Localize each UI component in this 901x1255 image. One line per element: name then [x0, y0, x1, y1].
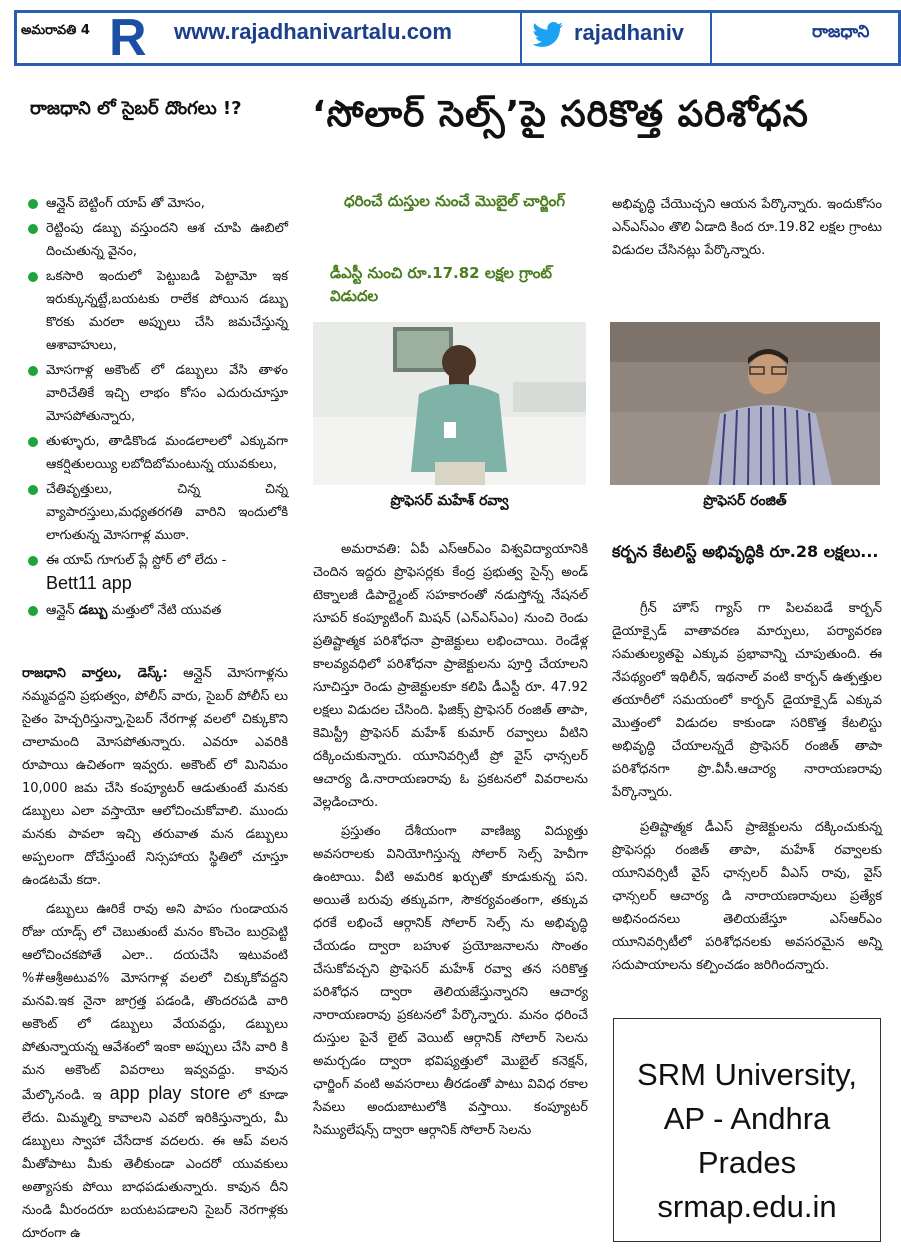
caption-prof-ranjit: ప్రొఫెసర్ రంజిత్ [703, 493, 787, 509]
masthead [14, 10, 901, 66]
srm-university-ad [613, 1018, 881, 1242]
dateline: రాజధాని వార్తలు, డెస్క్: [22, 666, 168, 681]
ad-website[interactable]: srmap.edu.in [657, 1189, 837, 1224]
bullet-bold-word: డబ్బు [78, 603, 108, 618]
subhead-mobile-charging: ధరించే దుస్తుల నుంచే మొబైల్ చార్జింగ్ [344, 192, 565, 210]
body-text: ఆన్లైన్ మోసగాళ్లను నమ్మవద్దని ప్రభుత్వం, పోలీస్ వారు, సైబర్ పోలీస్ లు సైతం హెచ్చరిస్తున్నా,సైబర్ నేరగాళ్ల వలలో చిక్కుకొని చాలామంది మోసపోతున్నారు. ఎవరూ ఎవరికి రూపాయి ఉచితంగా ఇవ్వరు. అకౌంట్ లో మినిమం 10,000 జమ చేసి కంప్యూటర్ ఆడుతుంటే మనకు డబ్బులు ఎలా వస్తాయో ఆలోచించుకోవాలి. ముందు మనకు పావలా ఇచ్చి తరువాత మన డబ్బులు అప్పలంగా దోచేస్తుంటే నిస్సహాయ స్థితిలో చూస్తూ ఉండటమే కదా. [22, 666, 289, 888]
bullet-item: రెట్టింపు డబ్బు వస్తుందని ఆశ చూపి ఊబిలో దించుతున్న వైనం, [22, 217, 288, 263]
left-body-para-1 [22, 662, 288, 892]
left-column [22, 192, 288, 1251]
app-name: Bett11 app [46, 573, 132, 593]
bullet-item-app [22, 549, 288, 597]
mid-para-1: అమరావతి: ఏపీ ఎస్ఆర్ఎం విశ్వవిద్యాయానికి చెందిన ఇద్దరు ప్రొఫెసర్లకు కేంద్ర ప్రభుత్వ సైన్స్ అండ్ టెక్నాలజీ డిపార్ట్మెంట్ సహకారంతో నడుస్తోన్న నేషనల్ సూపర్ కంప్యూటింగ్ మిషన్ (ఎన్ఎస్ఎం) నుంచి రెండు ప్రతిష్టాత్మక పరిశోధనా ప్రాజెక్టులు లభించాయి. రెండేళ్ల కాలవ్యవధిలో పరిశోధనా ప్రాజెక్టులను పూర్తి చేయాలని సూచిస్తూ రెండు ప్రాజెక్టులకూ కలిపి డీఎస్టీ రూ. 47.92 లక్షలు విడుదల చేసింది. ఫిజిక్స్ ప్రొఫెసర్ రంజిత్ తాపా, కెమిస్ట్రీ ప్రొఫెసర్ మహేశ్ కుమార్ రవ్వాలు వీటిని దక్కించుకున్నారు. యూనివర్సిటీ ప్రో వైస్ ఛాన్సలర్ ఆచార్య డి.నారాయణరావు ఓ ప్రకటనలో వివరాలను వెల్లడించారు. [313, 542, 588, 810]
bullet-text: ఆన్లైన్ [46, 603, 79, 618]
right-para-2: ప్రతిష్టాత్మక డీఎస్ ప్రాజెక్టులను దక్కించుకున్న ప్రొఫెసర్లు రంజిత్ తాపా, మహేశ్ రవ్వాలకు యూనివర్సిటీ వైస్ ఛాన్సలర్ వీఎస్ రావు, వైస్ ఛాన్సలర్ ఆచార్య డి నారాయణరావులు ప్రత్యేక అభినందనలు తెలియజేస్తూ ఎస్ఆర్ఎం యూనివర్సిటీలో పరిశోధనలకు అవసరమైన అన్ని సదుపాయాలను కల్పించడం జరిగిందన్నారు. [612, 820, 882, 973]
right-top-text: అభివృద్ధి చేయొచ్చని ఆయన పేర్కొన్నారు. ఇందుకోసం ఎన్ఎస్ఎం తొలి ఏడాది కింద రూ.19.82 లక్షల గ్రాంటు విడుదల చేసినట్లు పేర్కొన్నారు. [612, 197, 882, 258]
app-store-text: app play store [109, 1083, 231, 1103]
left-body-para-2 [22, 898, 288, 1245]
carbon-catalyst-heading: కర్బన కేటలిస్ట్ అభివృద్ధికి రూ.28 లక్షలు... [612, 542, 879, 561]
mid-para-2: ప్రస్తుతం దేశీయంగా వాణిజ్య విద్యుత్తు అవసరాలకు వినియోగిస్తున్న సోలార్ సెల్స్ హెవీగా ఉంటాయి. వీటి అమరిక ఖర్చుతో కూడుకున్న పని. అయితే బరువు తక్కువగా, సౌకర్యవంతంగా, తక్కువ ధరకే లభించే ఆర్గానిక్ సోలార్ సెల్స్ ను అభివృద్ధి చేయడం ద్వారా బహుళ ప్రయోజనాలను సొంతం చేసుకోవచ్చని ప్రొఫెసర్ మహేశ్ రవ్వా తన సరికొత్త పరిశోధన ద్వారా తెలియజేస్తున్నారని ఆచార్య నారాయణరావు ప్రకటనలో పేర్కొన్నారు. మనం ధరించే దుస్తుల పైనే లైట్ వెయిట్ ఆర్గానిక్ సోలార్ సెలను అమర్చడం ద్వారా భవిష్యత్తులో మొబైల్ కనెక్షన్, ఛార్జింగ్ వంటి అవసరాలు తీరడంతో పాటు వివిధ రకాల సేవలు అందుబాటులోకి వస్తాయి. కంప్యూటర్ సిమ్యులేషన్స్ ద్వారా ఆర్గానిక్ సోలార్ సెలను [313, 824, 588, 1138]
bullet-item: తుళ్ళూరు, తాడికొండ మండలాలలో ఎక్కువగా ఆకర్షితులయ్యి లబోదిబోమంటున్న యువకులు, [22, 430, 288, 476]
caption-prof-mahesh: ప్రొఫెసర్ మహేశ్ రవ్వా [390, 493, 509, 509]
middle-column [313, 538, 588, 1148]
twitter-bird-icon [532, 21, 564, 53]
bullet-item: మోసగాళ్ల అకౌంట్ లో డబ్బులు వేసి తాళం వారిచేతికే ఇచ్చి లాభం కోసం ఎదురుచూస్తూ మోసపోతున్నారు, [22, 359, 288, 428]
ad-line-2: AP - Andhra [663, 1101, 831, 1136]
bullet-text: ఈ యాప్ గూగుల్ ప్లే స్టోర్ లో లేదు - [46, 553, 227, 568]
right-para-1: గ్రీన్ హౌస్ గ్యాస్ గా పిలవబడే కార్బన్ డైయాక్సైడ్ వాతావరణ మార్పులు, పర్యావరణ సమతుల్యతపై ఎక్కువ ప్రభావాన్ని చూపుతుంది. ఈ నేపథ్యంలో ఇథిలీన్, ఇథనాల్ వంటి కార్బన్ ఉత్పత్తుల తయారీలో సమయంలో కార్బన్ డైయాక్సైడ్ ఎక్కువ మొత్తంలో విడుదల కాకుండా సరికొత్త కేటలిస్టు అభివృద్ధి చేయాలన్నదే ప్రొఫెసర్ రంజిత్ తాపా పరిశోధనగా ప్రొ.వీసీ.ఆచార్య నారాయణరావు పేర్కొన్నారు. [612, 601, 882, 800]
bullet-item: ఆన్లైన్ బెట్టింగ్ యాప్ తో మోసం, [22, 192, 288, 215]
cyber-bullets [22, 192, 288, 622]
body-text: లో కూడా లేదు. మిమ్మల్ని కావాలని ఎవరో ఇరికిస్తున్నారు, మీ డబ్బులు స్వాహా చేసేదాక వదలరు. ఈ ఆప్ వలన మీతోపాటు మీకు తెలీకుండా ఎందరో యువకులు అత్యాసకు పోయి బాధపడుతున్నారు. కావున దీని నుండి మీరందరూ బయటపడాలని సైబర్ నెరగాళ్లకు దూరంగా ఉ [22, 1088, 289, 1241]
photo-prof-mahesh [313, 322, 586, 485]
body-text: డబ్బులు ఊరికే రావు అని పాపం గుండాయన రోజు యాడ్స్ లో చెబుతుంటే మనం కొంచెం బుర్రపెట్టి ఆలోచించకపోతే ఎలా.. దయచేసి ఇటువంటి %#ఆశ్రీఅటువ% మోసగాళ్ల వలలో చిక్కుకోవద్దని మనవి.ఇక నైనా జాగ్రత్త పడండి, తొందరపడి వారి అకౌంట్ లో డబ్బులు వేయవద్దు, డబ్బులు పోతున్నాయన్న ఆవేశంలో ఇంకా అప్పులు చేసి వారి కి మన అకౌంట్ వివరాలు ఇవ్వవద్దు. కావున మేల్కొనండి. ఇ [22, 902, 288, 1103]
bullet-item: చేతివృత్తులు, చిన్న చిన్న వ్యాపారస్తులు,మధ్యతరగతి వారిని ఇందులోకి లాగుతున్న మోసగాళ్ల ముఠా. [22, 478, 288, 547]
paper-logo: R [109, 9, 147, 67]
paper-name: రాజధాని [812, 22, 870, 42]
solar-cells-headline: ‘సోలార్ సెల్స్’పై సరికొత్త పరిశోధన [312, 94, 809, 135]
ad-line-3: Prades [697, 1145, 797, 1180]
twitter-handle: rajadhaniv [574, 20, 685, 45]
twitter-handle-box[interactable] [522, 13, 712, 63]
photo-prof-ranjit [610, 322, 880, 485]
website-url[interactable]: www.rajadhanivartalu.com [172, 13, 522, 63]
bullet-text: మత్తులో నేటి యువత [107, 603, 222, 618]
ad-line-1: SRM University, [637, 1057, 857, 1092]
page-label: అమరావతి 4 [21, 23, 90, 38]
bullet-item: ఒకసారి ఇందులో పెట్టుబడి పెట్టామో ఇక ఇరుక్కున్నట్టే,బయటకు రాలేక పోయిన డబ్బు కొరకు మరలా అప్పులు చేసి జమచేస్తున్న ఆశావాహులు, [22, 265, 288, 357]
cyber-thieves-headline: రాజధాని లో సైబర్ దొంగలు !? [30, 98, 242, 119]
right-column [612, 597, 882, 983]
bullet-item-last [22, 599, 288, 622]
subhead-dst-grant: డీఎస్టీ నుంచి రూ.17.82 లక్షల గ్రాంట్ విడుదల [330, 264, 552, 305]
